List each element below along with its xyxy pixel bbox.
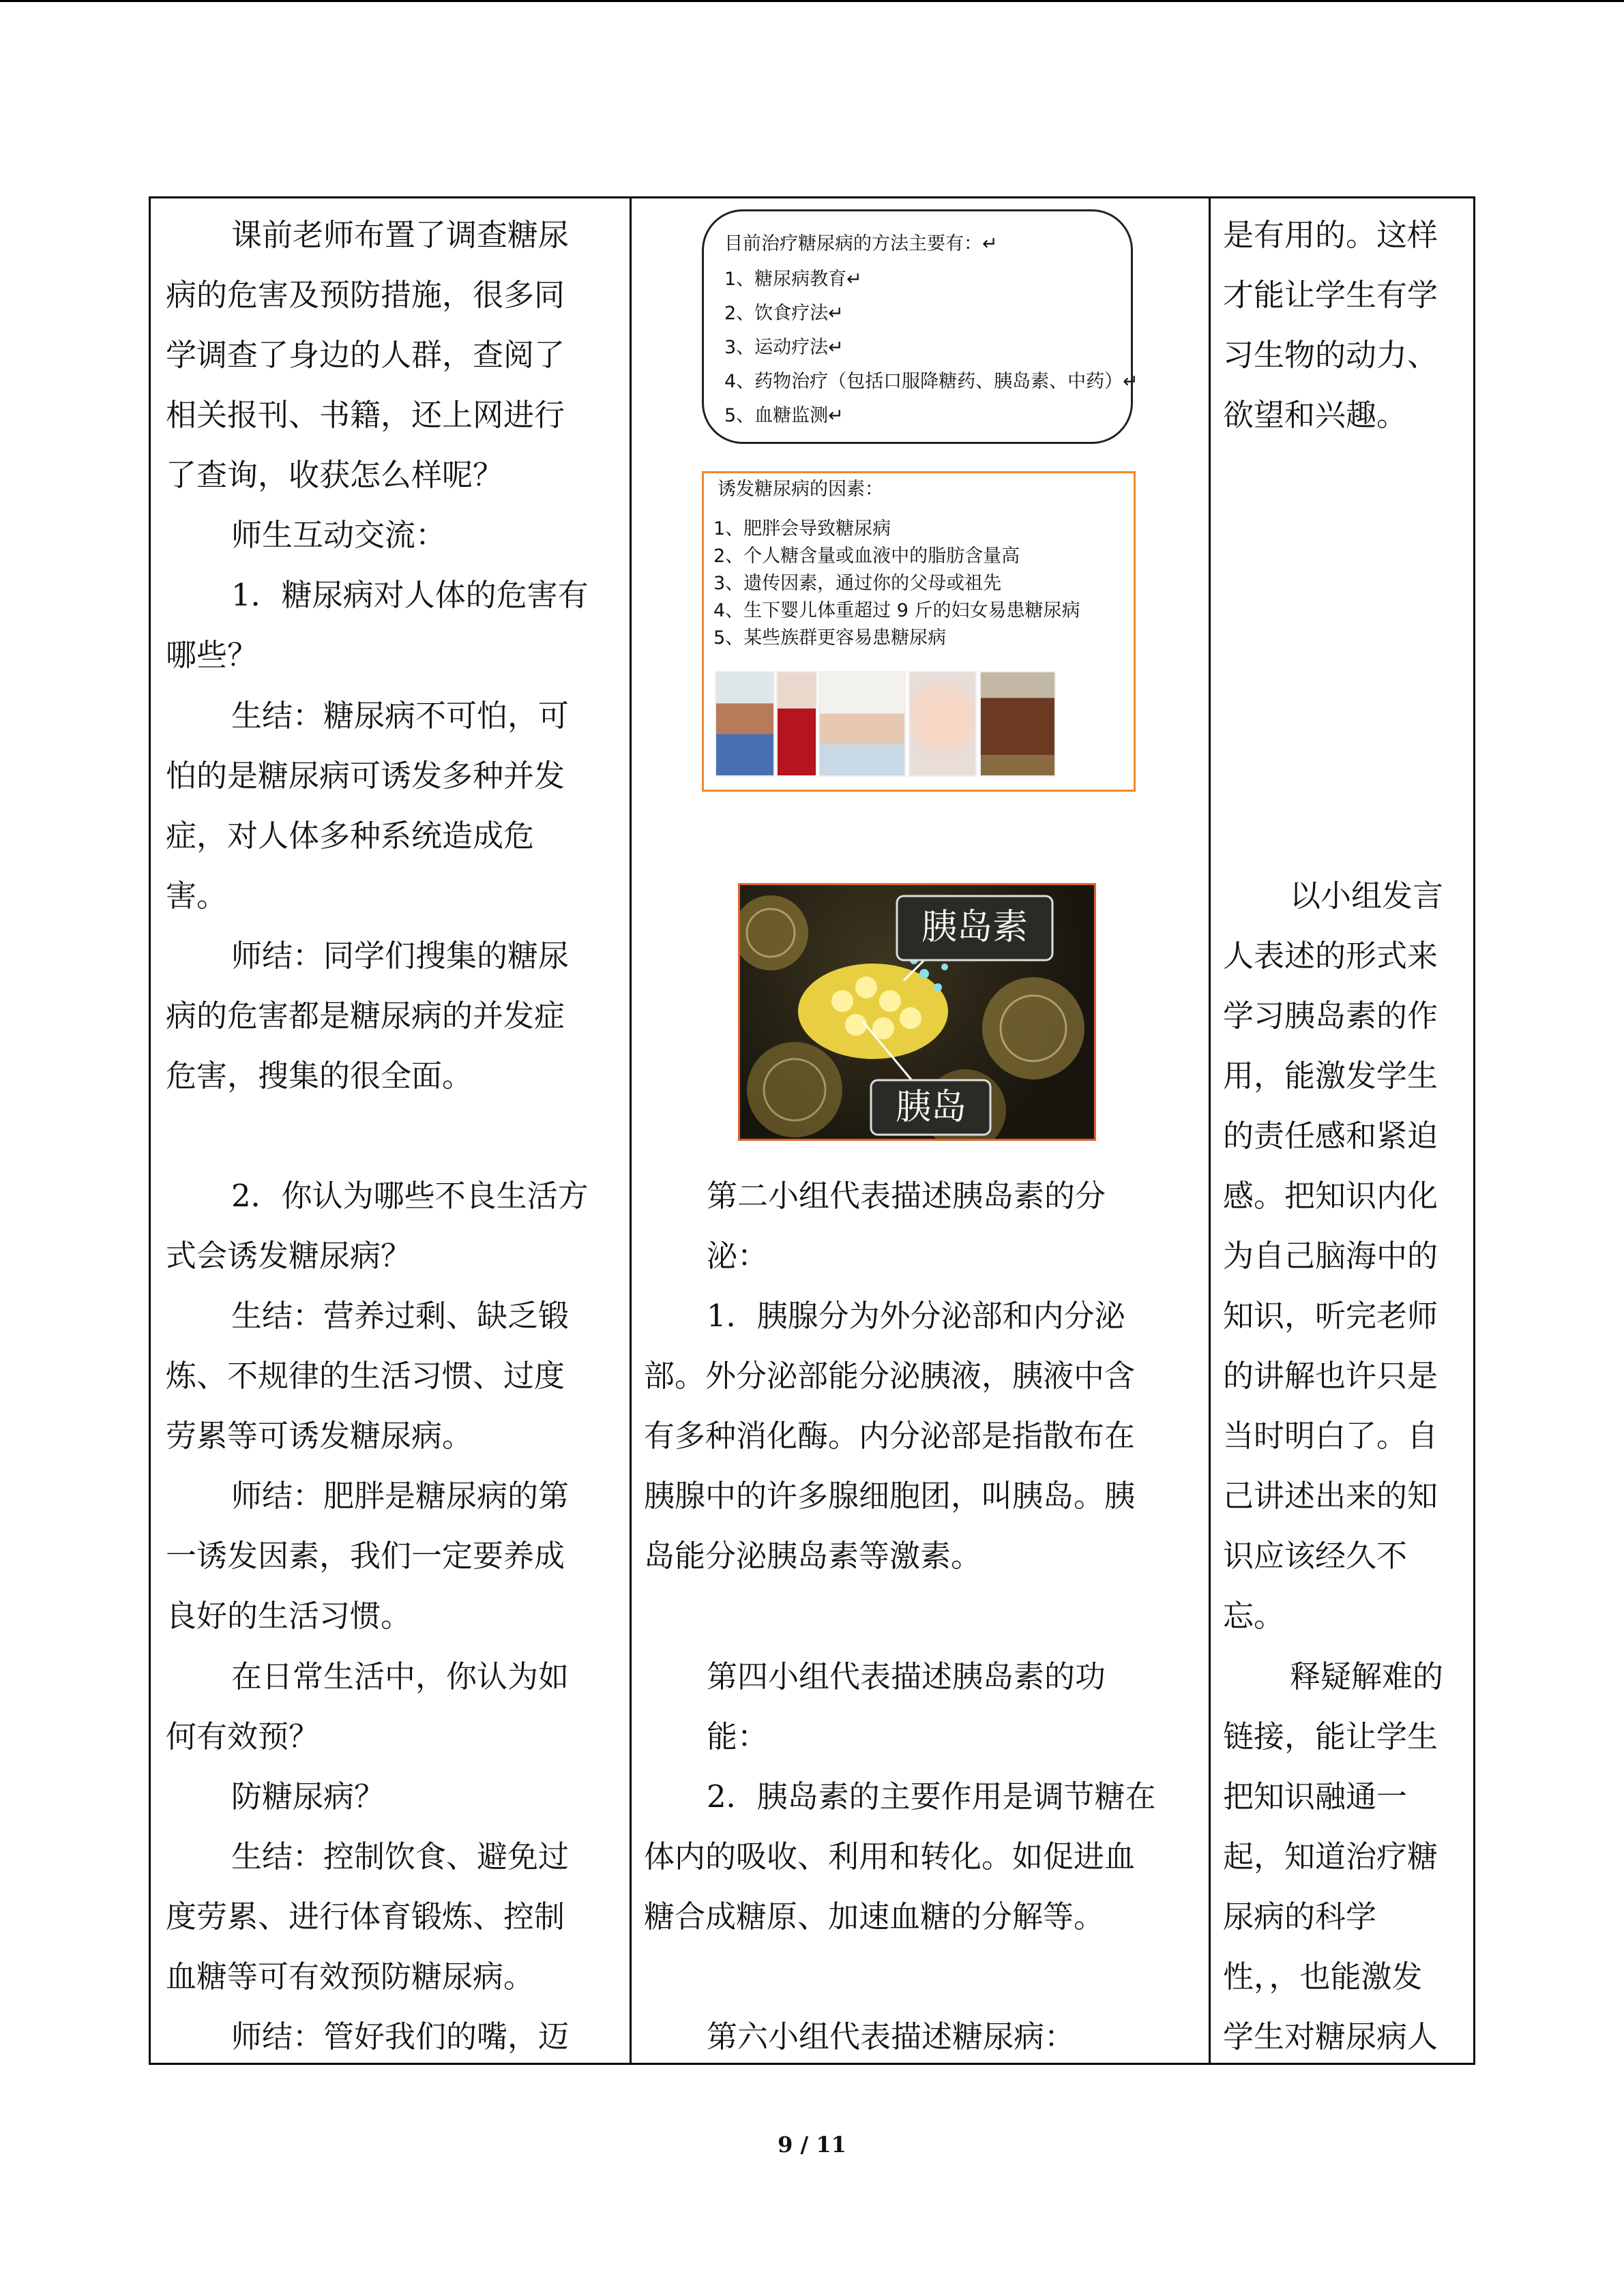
text-line: 胰腺中的许多腺细胞团，叫胰岛。胰	[644, 1478, 1136, 1514]
text-line: 良好的生活习惯。	[166, 1598, 412, 1634]
factor-item: 2、个人糖含量或血液中的脂肪含量高	[713, 546, 1020, 567]
text-line: 尿病的科学	[1223, 1898, 1377, 1935]
text-line: 炼、不规律的生活习惯、过度	[166, 1358, 565, 1394]
text-line: 学习胰岛素的作	[1223, 998, 1438, 1034]
islet-label: 胰岛	[895, 1087, 966, 1128]
factor-item: 3、遗传因素，通过你的父母或祖先	[713, 573, 1002, 594]
text-line: 第二小组代表描述胰岛素的分	[707, 1178, 1106, 1214]
text-line: 相关报刊、书籍，还上网进行	[166, 397, 565, 433]
text-line: 有多种消化酶。内分泌部是指散布在	[644, 1418, 1136, 1454]
text-line: 岛能分泌胰岛素等激素。	[644, 1538, 982, 1574]
text-line: 链接，能让学生	[1223, 1718, 1438, 1755]
text-line: 体内的吸收、利用和转化。如促进血	[644, 1838, 1136, 1875]
text-line: 性，，也能激发	[1223, 1958, 1423, 1995]
text-line: 病的危害及预防措施，很多同	[166, 277, 565, 313]
treatment-title: 目前治疗糖尿病的方法主要有：↵	[724, 233, 998, 254]
text-line: 欲望和兴趣。	[1223, 397, 1408, 433]
text-line: 知识，听完老师	[1223, 1298, 1438, 1334]
top-border-line	[0, 0, 1624, 2]
text-line: 2．你认为哪些不良生活方	[231, 1178, 589, 1214]
text-line: 师结：同学们搜集的糖尿	[231, 938, 570, 974]
text-line: 生结：糖尿病不可怕，可	[231, 698, 570, 734]
woman-photo	[776, 671, 817, 777]
factor-item: 5、某些族群更容易患糖尿病	[713, 627, 947, 648]
text-line: 能：	[707, 1718, 769, 1755]
text-line: 才能让学生有学	[1223, 277, 1438, 313]
lesson-table	[149, 196, 1475, 2065]
text-line: 为自己脑海中的	[1223, 1238, 1438, 1274]
text-line: 习生物的动力、	[1223, 337, 1438, 373]
text-line: 以小组发言	[1290, 878, 1444, 914]
text-line: 1．胰腺分为外分泌部和内分泌	[707, 1298, 1125, 1334]
text-line: 第四小组代表描述胰岛素的功	[707, 1658, 1106, 1695]
text-line: 师结：肥胖是糖尿病的第	[231, 1478, 570, 1514]
insulin-label: 胰岛素	[921, 907, 1028, 948]
text-line: 师生互动交流：	[231, 517, 447, 553]
risk-factors-box	[702, 471, 1136, 792]
page-number: 9 / 11	[778, 2132, 846, 2158]
text-line: 是有用的。这样	[1223, 217, 1438, 253]
text-line: 把知识融通一	[1223, 1778, 1408, 1815]
text-line: 糖合成糖原、加速血糖的分解等。	[644, 1898, 1105, 1935]
text-line: 劳累等可诱发糖尿病。	[166, 1418, 473, 1454]
text-line: 哪些？	[166, 637, 259, 673]
text-line: 病的危害都是糖尿病的并发症	[166, 998, 565, 1034]
factors-title: 诱发糖尿病的因素：	[718, 479, 883, 500]
text-line: 怕的是糖尿病可诱发多种并发	[166, 758, 565, 794]
factor-item: 4、生下婴儿体重超过 9 斤的妇女易患糖尿病	[713, 600, 1080, 621]
text-line: 部。外分泌部能分泌胰液，胰液中含	[644, 1358, 1136, 1394]
text-line: 防糖尿病？	[231, 1778, 385, 1815]
mother-child-photo	[818, 671, 906, 777]
text-line: 忘。	[1223, 1598, 1285, 1634]
text-line: 的责任感和紧迫	[1223, 1118, 1438, 1154]
design-intent-column	[1211, 198, 1473, 2063]
treatment-item: 3、运动疗法↵	[724, 337, 844, 358]
text-line: 害。	[166, 878, 228, 914]
baby-photo	[909, 671, 977, 777]
text-line: 生结：控制饮食、避免过	[231, 1838, 570, 1875]
factor-item: 1、肥胖会导致糖尿病	[713, 518, 891, 539]
text-line: 当时明白了。自	[1223, 1418, 1438, 1454]
text-line: 生结：营养过剩、缺乏锻	[231, 1298, 570, 1334]
treatment-item: 2、饮食疗法↵	[724, 303, 844, 324]
treatment-item: 4、药物治疗（包括口服降糖药、胰岛素、中药）↵	[724, 371, 1138, 392]
text-line: 用，能激发学生	[1223, 1058, 1438, 1094]
text-line: 感。把知识内化	[1223, 1178, 1438, 1214]
teacher-activity-column	[151, 198, 630, 2063]
ethnic-group-photo	[979, 671, 1056, 777]
text-line: 一诱发因素，我们一定要养成	[166, 1538, 565, 1574]
text-line: 症，对人体多种系统造成危	[166, 818, 535, 854]
text-line: 的讲解也许只是	[1223, 1358, 1438, 1394]
text-line: 释疑解难的	[1290, 1658, 1444, 1695]
text-line: 起，知道治疗糖	[1223, 1838, 1438, 1875]
text-line: 人表述的形式来	[1223, 938, 1438, 974]
pancreas-islet-image	[738, 883, 1096, 1141]
text-line: 1．糖尿病对人体的危害有	[231, 577, 589, 613]
text-line: 何有效预？	[166, 1718, 320, 1755]
text-line: 学生对糖尿病人	[1223, 2018, 1438, 2055]
text-line: 师结：管好我们的嘴，迈	[231, 2018, 570, 2055]
text-line: 式会诱发糖尿病？	[166, 1238, 412, 1274]
text-line: 识应该经久不	[1223, 1538, 1408, 1574]
treatment-item: 1、糖尿病教育↵	[724, 269, 862, 290]
text-line: 度劳累、进行体育锻炼、控制	[166, 1898, 565, 1935]
text-line: 了查询，收获怎么样呢？	[166, 457, 504, 493]
text-line: 学调查了身边的人群，查阅了	[166, 337, 565, 373]
text-line: 危害，搜集的很全面。	[166, 1058, 473, 1094]
text-line: 己讲述出来的知	[1223, 1478, 1438, 1514]
text-line: 第六小组代表描述糖尿病：	[707, 2018, 1076, 2055]
treatment-item: 5、血糖监测↵	[724, 405, 844, 426]
text-line: 课前老师布置了调查糖尿	[231, 217, 570, 253]
text-line: 泌：	[707, 1238, 769, 1274]
treatment-methods-box	[702, 209, 1138, 444]
text-line: 在日常生活中，你认为如	[231, 1658, 570, 1695]
text-line: 血糖等可有效预防糖尿病。	[166, 1958, 535, 1995]
obese-person-photo	[715, 671, 775, 777]
text-line: 2．胰岛素的主要作用是调节糖在	[707, 1778, 1156, 1815]
